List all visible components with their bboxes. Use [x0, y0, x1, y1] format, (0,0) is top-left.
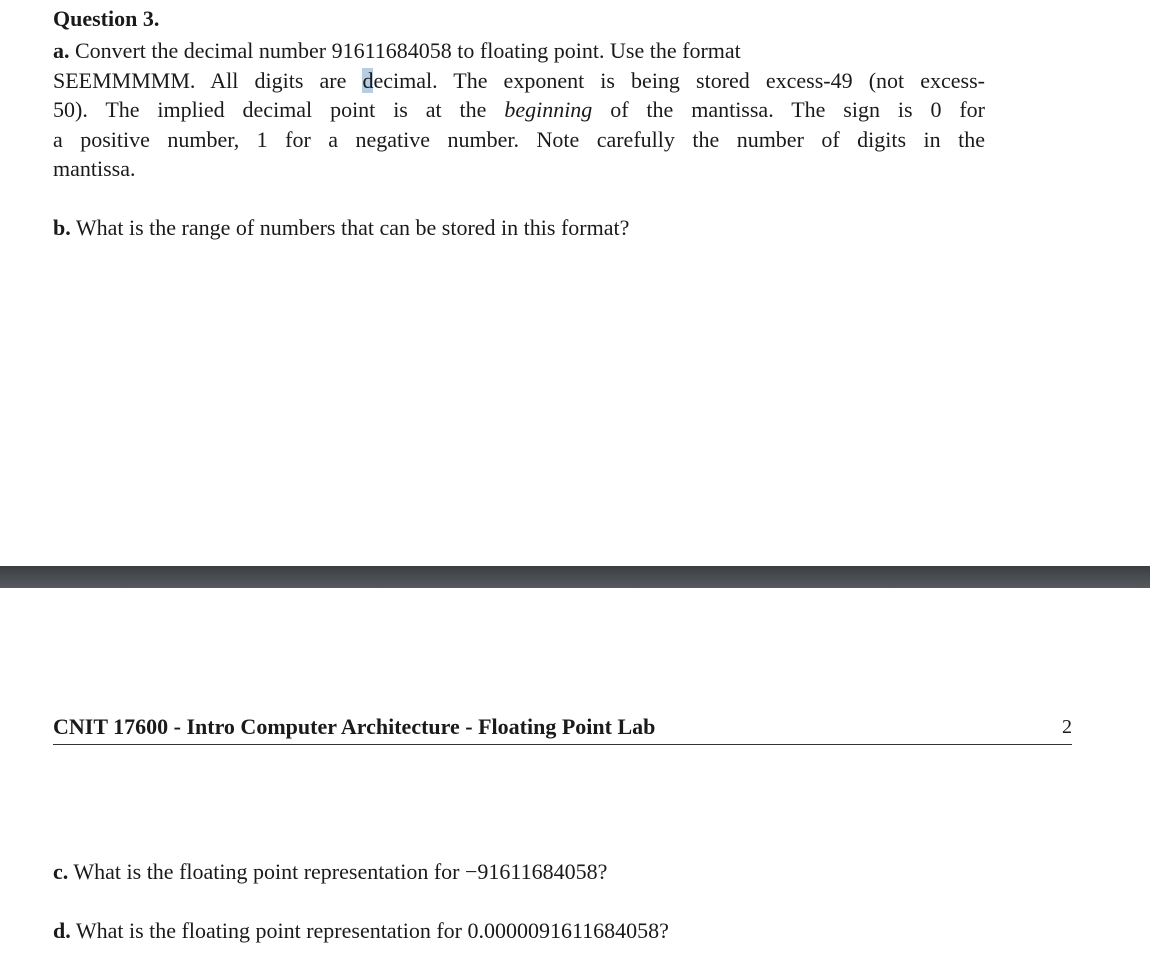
part-d-label: d. — [53, 918, 71, 943]
question-part-c — [53, 857, 985, 887]
page-2 — [0, 588, 1150, 968]
part-a-line-3 — [53, 95, 985, 125]
part-c-label: c. — [53, 859, 69, 884]
text-selection-highlight[interactable]: d — [362, 67, 374, 93]
part-a-line-3-before: 50). The implied decimal point is at the — [53, 97, 505, 123]
course-title: CNIT 17600 - Intro Computer Architecture - Floating Point Lab — [53, 714, 656, 739]
page-header — [53, 714, 1072, 745]
part-d-text: What is the floating point representation for 0.0000091611684058? — [75, 918, 669, 943]
part-b-text: What is the range of numbers that can be stored in this format? — [75, 215, 630, 240]
part-a-label: a. — [53, 38, 70, 63]
question-part-d — [53, 916, 985, 946]
part-a-line-1-text: Convert the decimal number 91611684058 to floating point. Use the format — [75, 38, 741, 63]
part-b-label: b. — [53, 215, 71, 240]
part-c-text: What is the floating point representation for −91611684058? — [73, 859, 608, 884]
part-a-line-3-after: of the mantissa. The sign is 0 for — [592, 97, 985, 123]
part-a-line-2-after: ecimal. The exponent is being stored excess-49 (not excess- — [373, 67, 985, 93]
part-a-line-2 — [53, 66, 985, 96]
question-part-a — [53, 36, 985, 184]
part-a-line-3-italic: beginning — [504, 97, 593, 123]
part-a-line-5: mantissa. — [53, 156, 136, 182]
part-a-line-2-before: SEEMMMMM. All digits are — [53, 67, 363, 93]
part-a-line-4: a positive number, 1 for a negative number. Note carefully the number of digits in the — [53, 126, 985, 152]
question-title: Question 3. — [53, 6, 160, 31]
question-part-b — [53, 213, 985, 243]
part-a-line-1 — [53, 36, 985, 66]
page-separator — [0, 566, 1150, 588]
page-number: 2 — [1062, 716, 1072, 738]
